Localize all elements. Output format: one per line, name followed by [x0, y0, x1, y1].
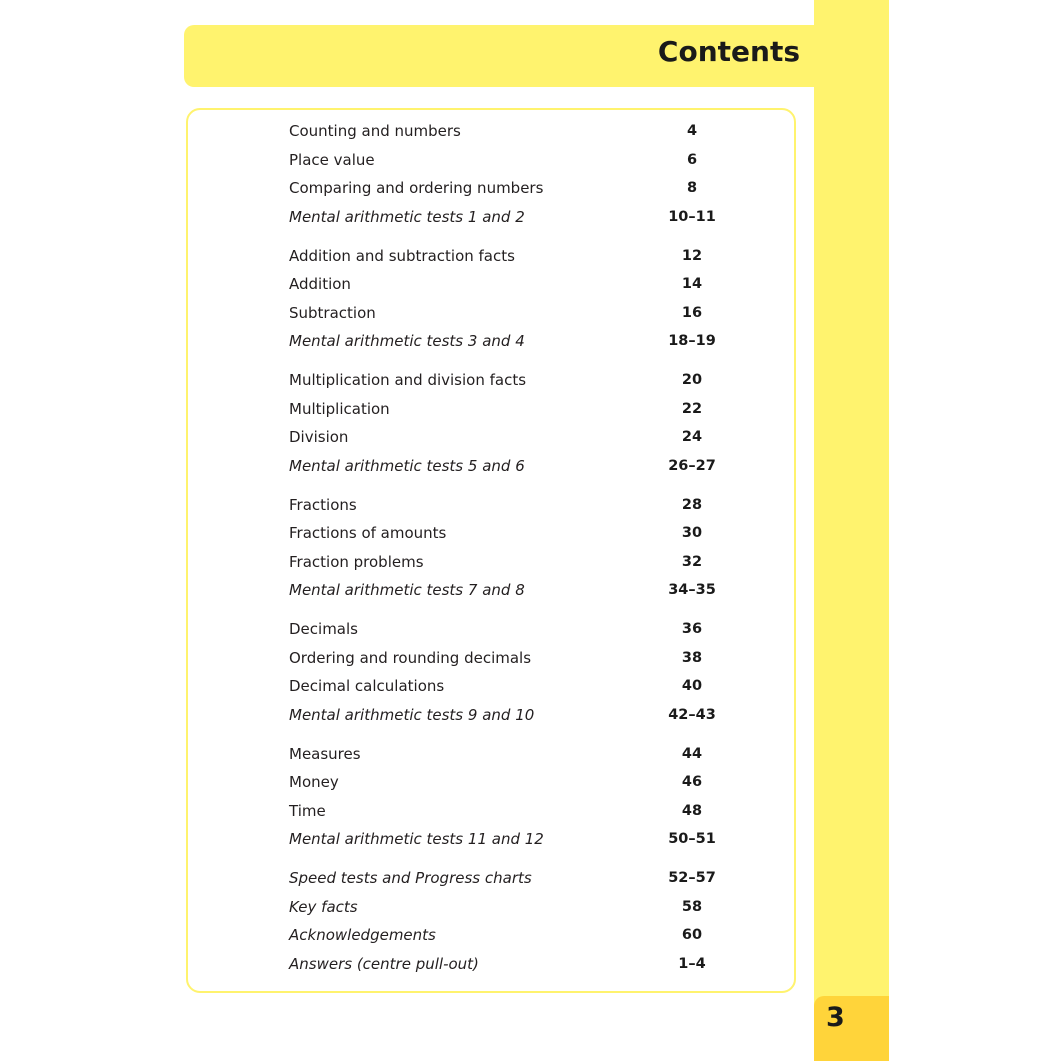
contents-entry-page: 40: [681, 678, 703, 694]
contents-entry-page: 6: [686, 151, 698, 168]
contents-entry: [289, 174, 749, 202]
contents-entry-page: 34–35: [668, 582, 716, 598]
contents-entry-title: Answers (centre pull-out): [289, 954, 479, 973]
contents-entry: [289, 893, 749, 921]
contents-entry: [289, 740, 749, 768]
contents-entry-page: 44: [681, 745, 703, 762]
page-number: 3: [826, 1002, 845, 1033]
contents-entry: [289, 299, 749, 327]
contents-entry-title: Time: [289, 801, 326, 820]
contents-entry: [289, 921, 749, 949]
contents-entry-page: 58: [681, 898, 703, 915]
contents-entry: [289, 270, 749, 298]
contents-entry-page: 20: [681, 372, 703, 388]
contents-entry: [289, 576, 749, 604]
contents-entry-title: Acknowledgements: [289, 926, 436, 944]
contents-entry: [289, 395, 749, 423]
contents-entry-page: 1–4: [678, 955, 706, 972]
contents-entry-title: Mental arithmetic tests 1 and 2: [289, 207, 525, 226]
contents-entry-title: Multiplication and division facts: [289, 371, 527, 389]
contents-entry: [289, 864, 749, 892]
contents-entry-page: 50–51: [668, 831, 716, 847]
contents-entry: [289, 548, 749, 576]
contents-entry-page: 60: [681, 927, 703, 943]
contents-entry-page: 22: [681, 400, 703, 417]
contents-entry-page: 10–11: [668, 208, 716, 225]
contents-entry-page: 14: [681, 276, 703, 292]
contents-entry-title: Speed tests and Progress charts: [289, 869, 532, 887]
contents-entry-title: Mental arithmetic tests 3 and 4: [289, 332, 525, 350]
contents-entry-title: Division: [289, 428, 349, 446]
contents-entry-title: Mental arithmetic tests 7 and 8: [289, 581, 525, 599]
contents-entry-title: Fractions of amounts: [289, 524, 447, 542]
contents-entry-page: 16: [681, 304, 703, 321]
contents-entry: [289, 203, 749, 231]
contents-entry-title: Multiplication: [289, 399, 390, 418]
contents-entry-page: 12: [681, 247, 703, 264]
contents-entry-page: 18–19: [668, 333, 716, 349]
contents-entry-title: Decimals: [289, 620, 358, 638]
contents-entry: [289, 701, 749, 729]
contents-entry-title: Counting and numbers: [289, 122, 461, 140]
contents-entry-page: 8: [686, 180, 698, 196]
contents-entry: [289, 797, 749, 825]
contents-entry: [289, 644, 749, 672]
contents-entry: [289, 117, 749, 145]
contents-entry-page: 48: [681, 802, 703, 819]
contents-entry-page: 30: [681, 525, 703, 541]
page-title: Contents: [657, 35, 800, 68]
contents-entry-title: Comparing and ordering numbers: [289, 179, 544, 197]
contents-entry-title: Mental arithmetic tests 5 and 6: [289, 456, 525, 475]
contents-entry-title: Addition: [289, 275, 351, 293]
contents-entry-page: 28: [681, 496, 703, 513]
contents-entry-title: Subtraction: [289, 303, 376, 322]
contents-entry: [289, 327, 749, 355]
contents-entry-page: 38: [681, 649, 703, 666]
contents-entry: [289, 615, 749, 643]
contents-entry: [289, 950, 749, 978]
contents-entry-page: 26–27: [668, 457, 716, 474]
contents-entry-title: Mental arithmetic tests 11 and 12: [289, 830, 544, 848]
contents-entry: [289, 452, 749, 480]
side-color-strip: [814, 0, 889, 1061]
contents-entry-title: Ordering and rounding decimals: [289, 648, 532, 667]
contents-entry-page: 36: [681, 621, 703, 637]
contents-entry-title: Money: [289, 773, 339, 791]
contents-entry: [289, 146, 749, 174]
contents-entry-title: Mental arithmetic tests 9 and 10: [289, 705, 535, 724]
contents-entry-page: 4: [686, 123, 698, 139]
contents-entry-title: Key facts: [289, 897, 358, 916]
contents-entry: [289, 366, 749, 394]
contents-entry-page: 24: [681, 429, 703, 445]
contents-entry: [289, 825, 749, 853]
contents-entry-page: 42–43: [668, 706, 716, 723]
contents-entry-title: Decimal calculations: [289, 677, 445, 695]
contents-entry-title: Place value: [289, 150, 375, 169]
contents-entry-page: 52–57: [668, 870, 716, 886]
contents-entry: [289, 423, 749, 451]
contents-entry: [289, 491, 749, 519]
contents-entry: [289, 768, 749, 796]
contents-entry: [289, 519, 749, 547]
contents-entry-page: 46: [681, 774, 703, 790]
contents-entry-page: 32: [681, 553, 703, 570]
contents-entry: [289, 242, 749, 270]
contents-entry: [289, 672, 749, 700]
contents-entry-title: Fractions: [289, 495, 357, 514]
contents-entry-title: Addition and subtraction facts: [289, 246, 515, 265]
contents-entry-title: Fraction problems: [289, 552, 424, 571]
contents-entry-title: Measures: [289, 744, 361, 763]
